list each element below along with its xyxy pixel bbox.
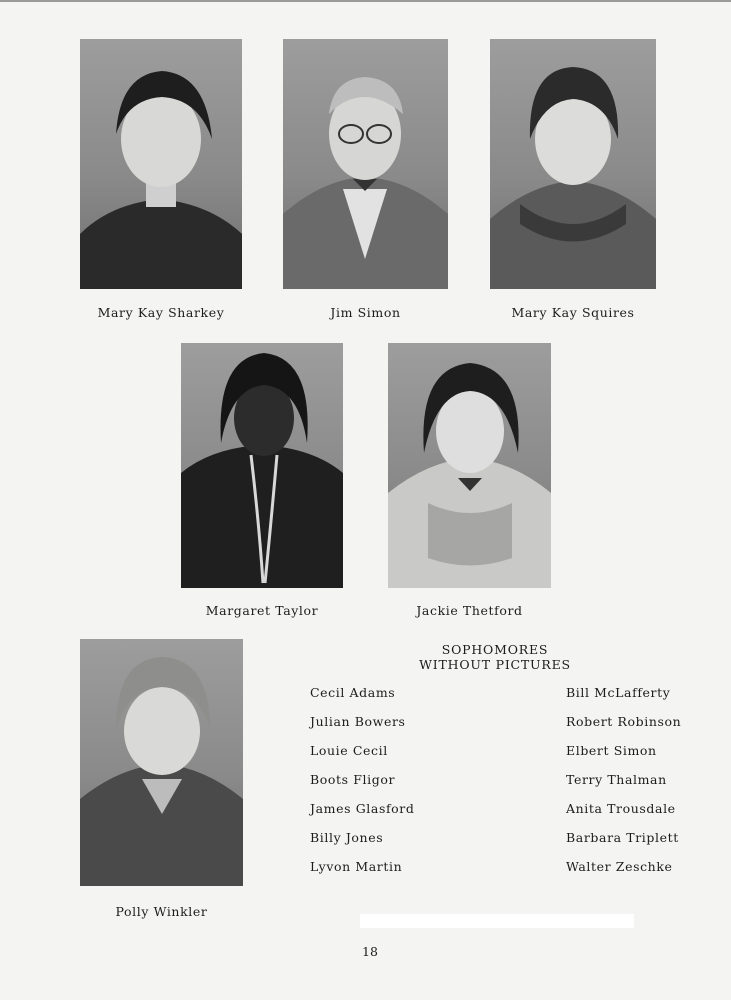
- list-item: James Glasford: [310, 801, 415, 816]
- list-item: Boots Fligor: [310, 772, 396, 787]
- list-item: Lyvon Martin: [310, 859, 403, 874]
- page-number: 18: [362, 944, 378, 959]
- portrait-caption: Mary Kay Sharkey: [97, 305, 225, 320]
- list-item: Julian Bowers: [310, 714, 406, 729]
- portrait-photo: [388, 343, 551, 588]
- list-item: Billy Jones: [310, 830, 384, 845]
- list-item: Cecil Adams: [310, 685, 396, 700]
- list-item: Louie Cecil: [310, 743, 388, 758]
- portrait-caption: Jackie Thetford: [416, 603, 523, 618]
- white-strip: [360, 914, 634, 928]
- list-item: Robert Robinson: [566, 714, 682, 729]
- list-item: Elbert Simon: [566, 743, 657, 758]
- portrait-caption: Margaret Taylor: [205, 603, 319, 618]
- list-item: Bill McLafferty: [566, 685, 671, 700]
- portrait-caption: Mary Kay Squires: [511, 305, 635, 320]
- heading-line-2: WITHOUT PICTURES: [419, 657, 571, 672]
- names-left-column: [310, 686, 414, 889]
- section-heading: [395, 642, 595, 672]
- names-right-column: [566, 686, 681, 889]
- portrait-photo: [80, 639, 243, 886]
- top-border: [0, 0, 731, 2]
- list-item: Anita Trousdale: [566, 801, 676, 816]
- heading-line-1: SOPHOMORES: [441, 642, 549, 657]
- portrait-photo: [80, 39, 242, 289]
- portrait-caption: Polly Winkler: [115, 904, 208, 919]
- list-item: Terry Thalman: [566, 772, 667, 787]
- portrait-caption: Jim Simon: [330, 305, 401, 320]
- portrait-photo: [283, 39, 448, 289]
- portrait-photo: [490, 39, 656, 289]
- list-item: Barbara Triplett: [566, 830, 679, 845]
- list-item: Walter Zeschke: [566, 859, 673, 874]
- portrait-photo: [181, 343, 343, 588]
